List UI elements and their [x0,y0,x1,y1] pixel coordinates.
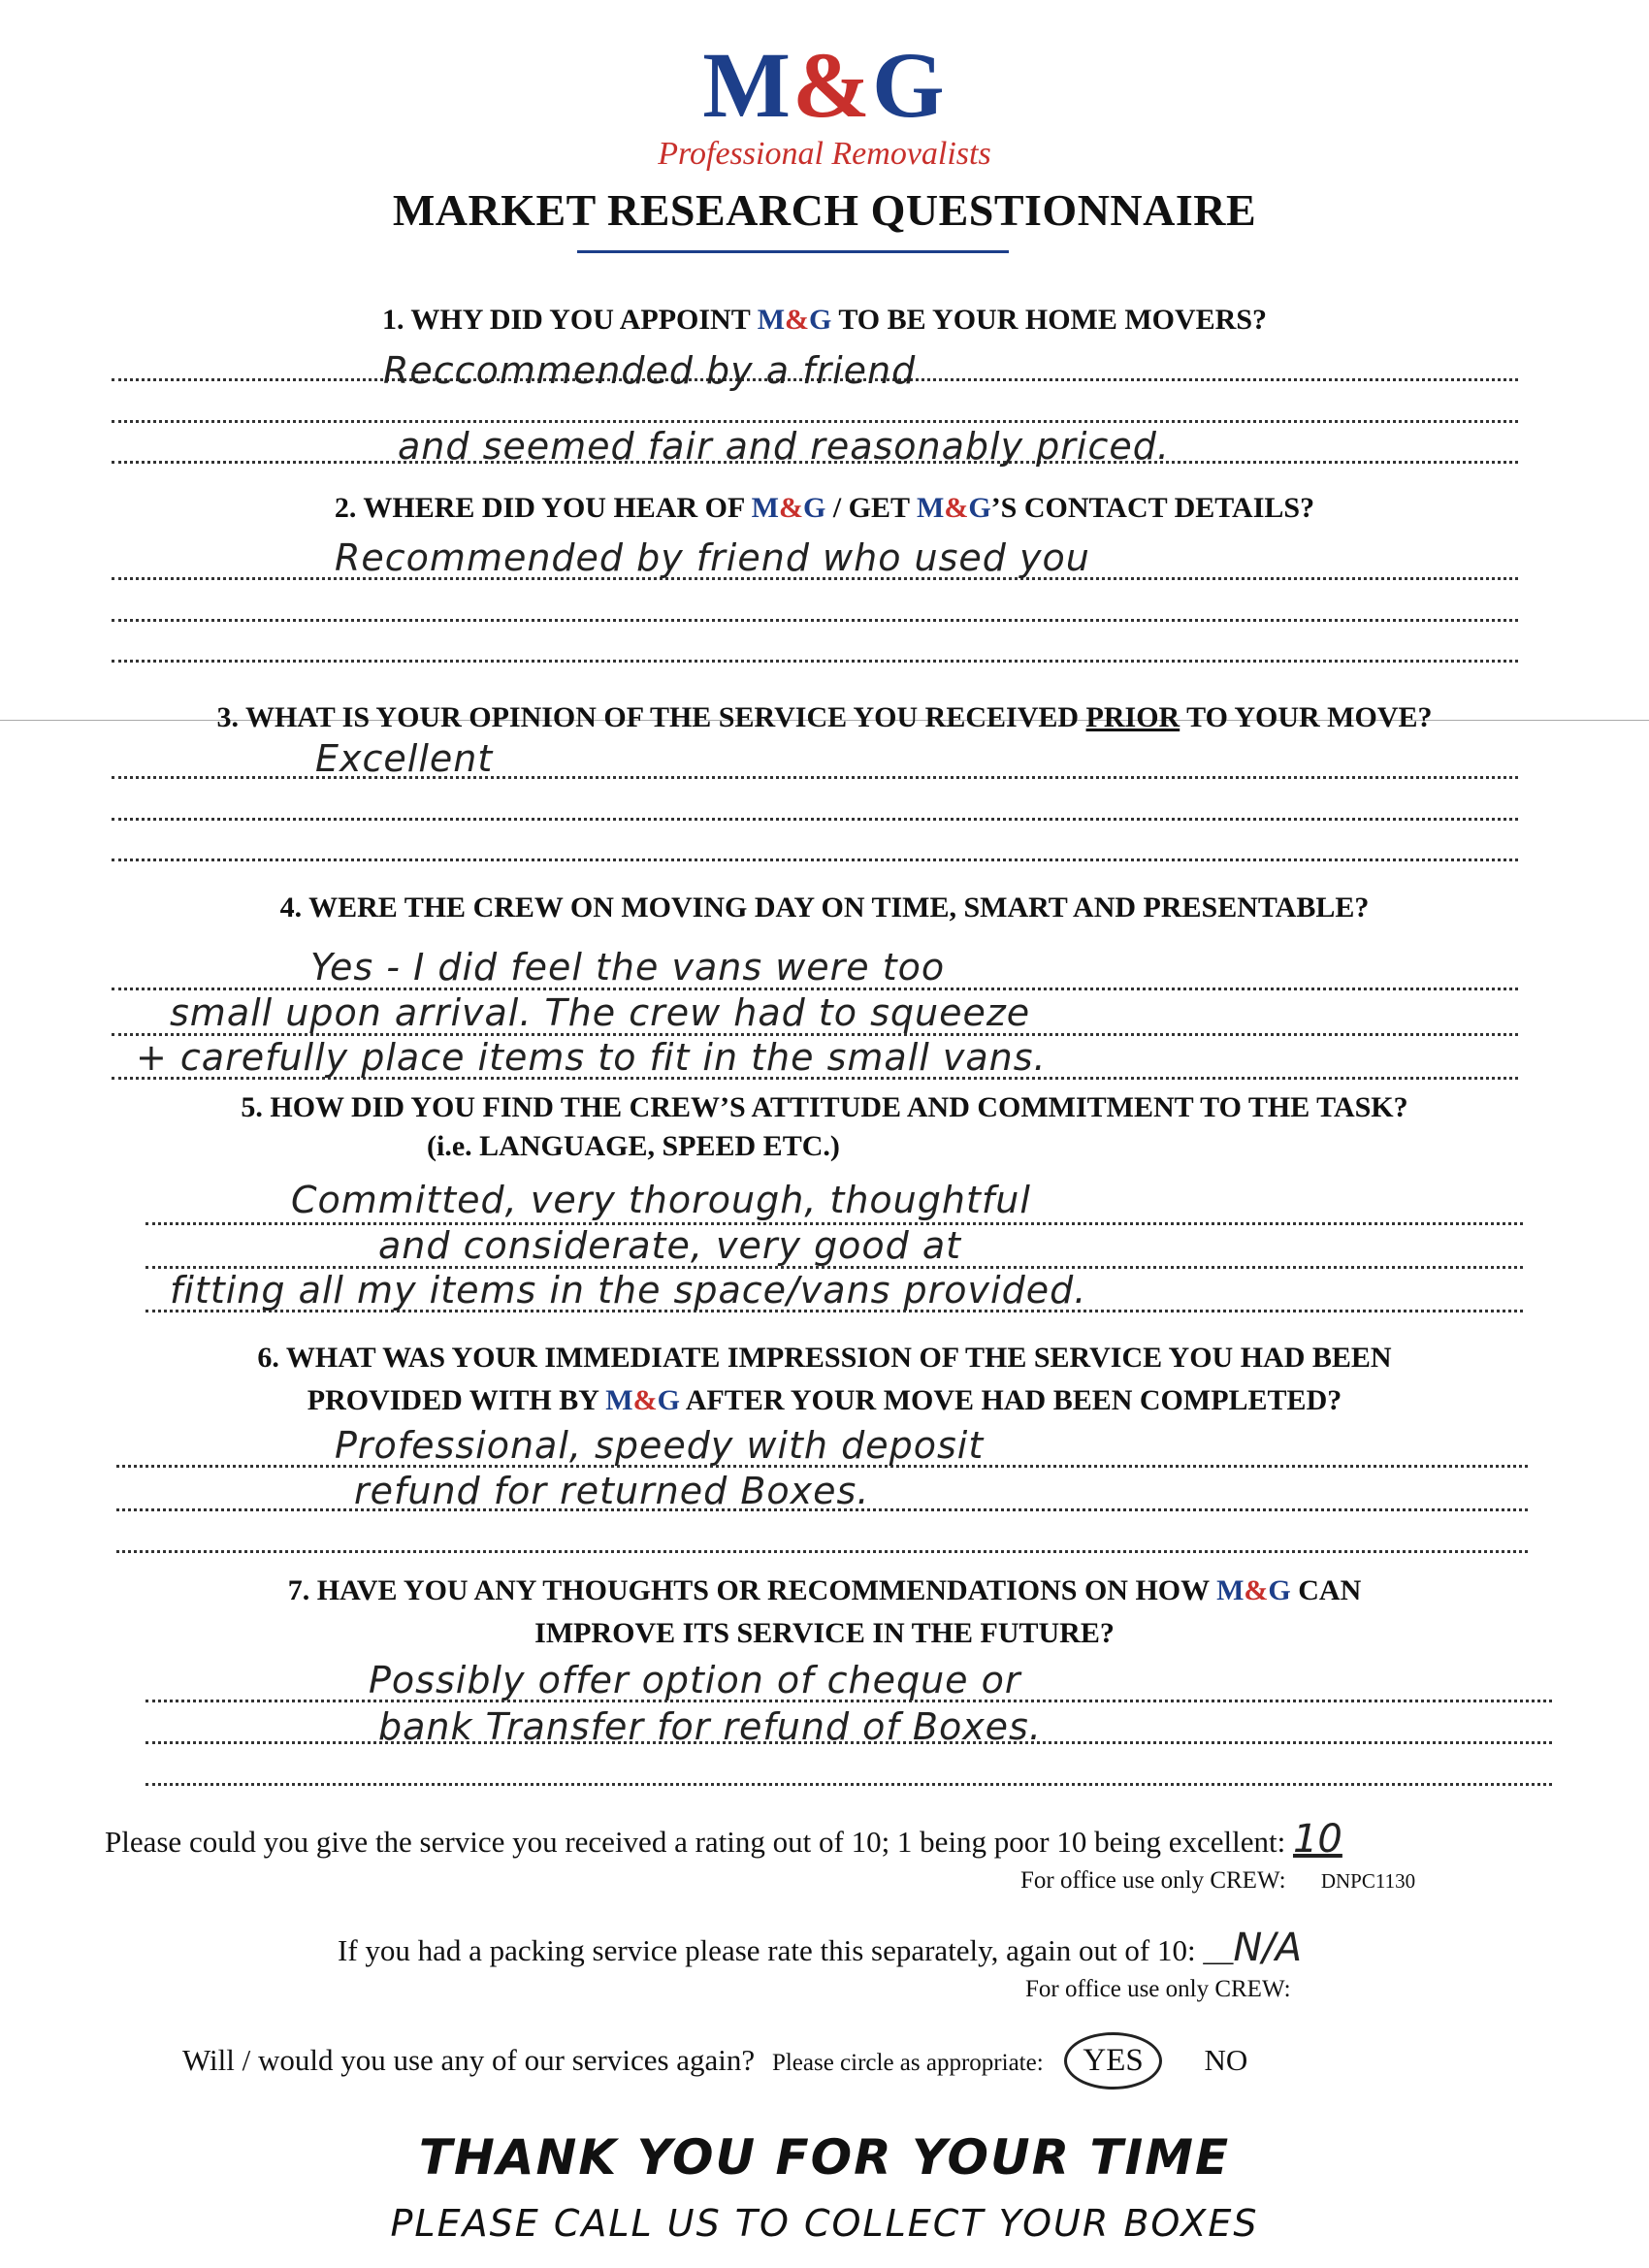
question-3: 3. WHAT IS YOUR OPINION OF THE SERVICE YOU RECEIVED PRIOR TO YOUR MOVE? [216,701,1433,733]
service-rating-row [105,1817,1342,1862]
question-5: 5. HOW DID YOU FIND THE CREW’S ATTITUDE AND COMMITMENT TO THE TASK? [241,1091,1408,1123]
company-tagline: Professional Removalists [658,136,991,172]
service-rating-label: Please could you give the service you received a rating out of 10; 1 being poor 10 being excellent: [105,1825,1293,1859]
office-use-label: For office use only CREW: [1020,1867,1286,1894]
answer-1-line-2: and seemed fair and reasonably priced. [398,425,1170,468]
question-6: 6. WHAT WAS YOUR IMMEDIATE IMPRESSION OF THE SERVICE YOU HAD BEEN PROVIDED WITH BY M&G AFTER YOUR MOVE HAD BEEN COMPLETED? [257,1342,1392,1416]
answer-7-line-1: Possibly offer option of cheque or [369,1659,1021,1701]
packing-rating-value: N/A [1233,1926,1303,1970]
circle-instruction: Please circle as appropriate: [771,2050,1044,2076]
logo-ampersand: & [792,33,872,137]
logo-m: M [702,33,792,137]
answer-line [112,420,1518,423]
office-use-crew-2: For office use only CREW: [1025,1976,1291,2002]
answer-4-line-3: + carefully place items to fit in the small vans. [136,1036,1047,1079]
title-underline [577,250,1009,253]
use-again-label: Will / would you use any of our services again? [182,2043,756,2077]
question-1: 1. WHY DID YOU APPOINT M&G TO BE YOUR HOME MOVERS? [381,304,1268,336]
collect-boxes-message: PLEASE CALL US TO COLLECT YOUR BOXES [390,2202,1259,2245]
answer-2-line-1: Recommended by friend who used you [335,536,1090,579]
logo-g: G [871,33,947,137]
answer-4-line-2: small upon arrival. The crew had to squeeze [170,991,1031,1034]
no-option: NO [1204,2043,1248,2077]
answer-line [112,619,1518,622]
thank-you-message: THANK YOU FOR YOUR TIME [418,2129,1231,2186]
packing-rating-label: If you had a packing service please rate this separately, again out of 10: __ [338,1933,1234,1967]
service-rating-value: 10 [1292,1817,1342,1862]
answer-line [112,859,1518,861]
question-4: 4. WERE THE CREW ON MOVING DAY ON TIME, SMART AND PRESENTABLE? [279,891,1370,923]
use-again-row [182,2032,1247,2090]
question-7: 7. HAVE YOU ANY THOUGHTS OR RECOMMENDATIONS ON HOW M&G CAN IMPROVE ITS SERVICE IN THE FUTURE? [287,1574,1362,1649]
answer-5-line-1: Committed, very thorough, thoughtful [291,1179,1031,1221]
answer-1-line-1: Reccommended by a friend [383,349,917,392]
question-5-subtitle: (i.e. LANGUAGE, SPEED ETC.) [427,1130,840,1162]
answer-line [116,1550,1528,1553]
packing-rating-row [338,1926,1302,1970]
question-2: 2. WHERE DID YOU HEAR OF M&G / GET M&G’S CONTACT DETAILS? [334,492,1315,524]
company-logo [0,33,1649,137]
answer-3-line-1: Excellent [315,737,494,780]
answer-7-line-2: bank Transfer for refund of Boxes. [378,1705,1042,1748]
answer-5-line-3: fitting all my items in the space/vans provided. [170,1269,1087,1312]
office-use-crew-1 [1020,1867,1415,1895]
answer-line [146,1783,1552,1786]
yes-option-circled: YES [1064,2032,1161,2090]
answer-5-line-2: and considerate, very good at [378,1224,962,1267]
answer-line [112,660,1518,663]
answer-6-line-2: refund for returned Boxes. [354,1470,870,1512]
answer-4-line-1: Yes - I did feel the vans were too [310,946,946,988]
crew-code: DNPC1130 [1320,1869,1416,1893]
answer-line [112,818,1518,821]
page-title: MARKET RESEARCH QUESTIONNAIRE [392,185,1257,235]
answer-6-line-1: Professional, speedy with deposit [335,1424,985,1467]
